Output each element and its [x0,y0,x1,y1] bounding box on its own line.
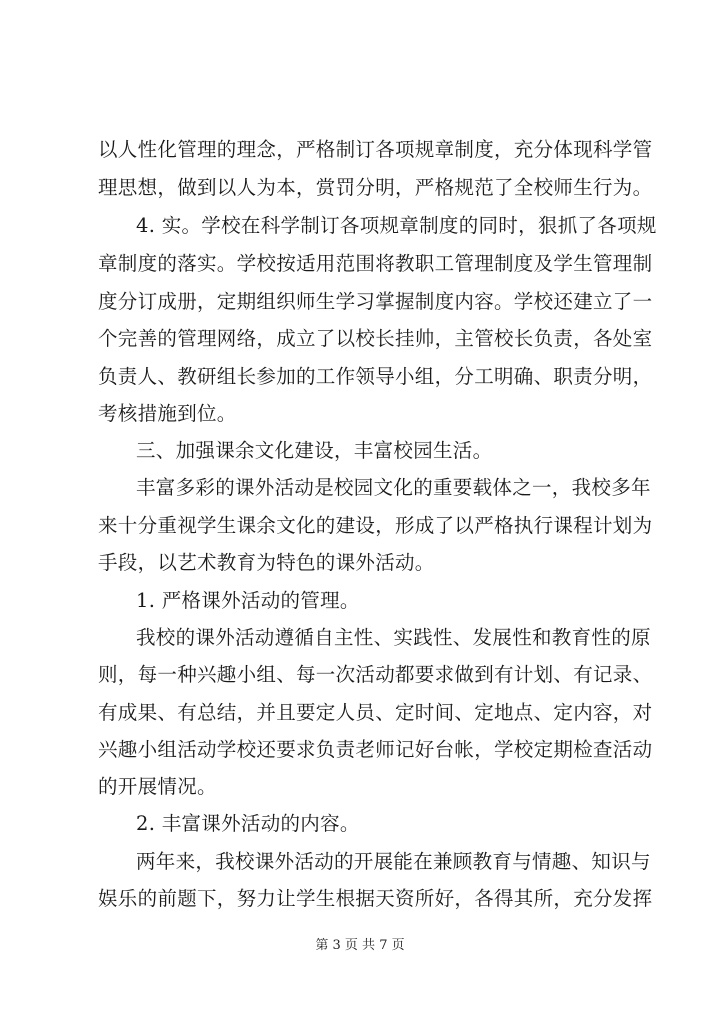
text-line: 4. 实。学校在科学制订各项规章制度的同时，狠抓了各项规 [136,214,657,237]
subsection-heading: 2. 丰富课外活动的内容。 [136,812,360,835]
text-line: 有成果、有总结，并且要定人员、定时间、定地点、定内容，对 [98,701,653,724]
text-line: 娱乐的前题下，努力让学生根据天资所好，各得其所，充分发挥 [98,887,653,910]
text-line: 理思想，做到以人为本，赏罚分明，严格规范了全校师生行为。 [98,176,653,199]
text-line: 我校的课外活动遵循自主性、实践性、发展性和教育性的原 [136,626,651,649]
section-heading: 三、加强课余文化建设，丰富校园生活。 [136,439,493,462]
text-line: 则，每一种兴趣小组、每一次活动都要求做到有计划、有记录、 [98,663,653,686]
text-line: 个完善的管理网络，成立了以校长挂帅，主管校长负责，各处室 [98,327,653,350]
text-line: 来十分重视学生课余文化的建设，形成了以严格执行课程计划为 [98,514,653,537]
text-line: 以人性化管理的理念，严格制订各项规章制度，充分体现科学管 [98,138,653,161]
text-line: 兴趣小组活动学校还要求负责老师记好台帐，学校定期检查活动 [98,738,653,761]
text-line: 负责人、教研组长参加的工作领导小组，分工明确、职责分明， [98,365,653,388]
text-line: 考核措施到位。 [98,402,237,425]
text-line: 两年来，我校课外活动的开展能在兼顾教育与情趣、知识与 [136,850,651,873]
text-line: 的开展情况。 [98,775,217,798]
text-line: 度分订成册，定期组织师生学习掌握制度内容。学校还建立了一 [98,290,653,313]
subsection-heading: 1. 严格课外活动的管理。 [136,589,360,612]
text-line: 章制度的落实。学校按适用范围将教职工管理制度及学生管理制 [98,252,653,275]
text-line: 丰富多彩的课外活动是校园文化的重要载体之一，我校多年 [136,476,651,499]
page-number-footer: 第 3 页 共 7 页 [315,938,405,953]
text-line: 手段，以艺术教育为特色的课外活动。 [98,551,435,574]
